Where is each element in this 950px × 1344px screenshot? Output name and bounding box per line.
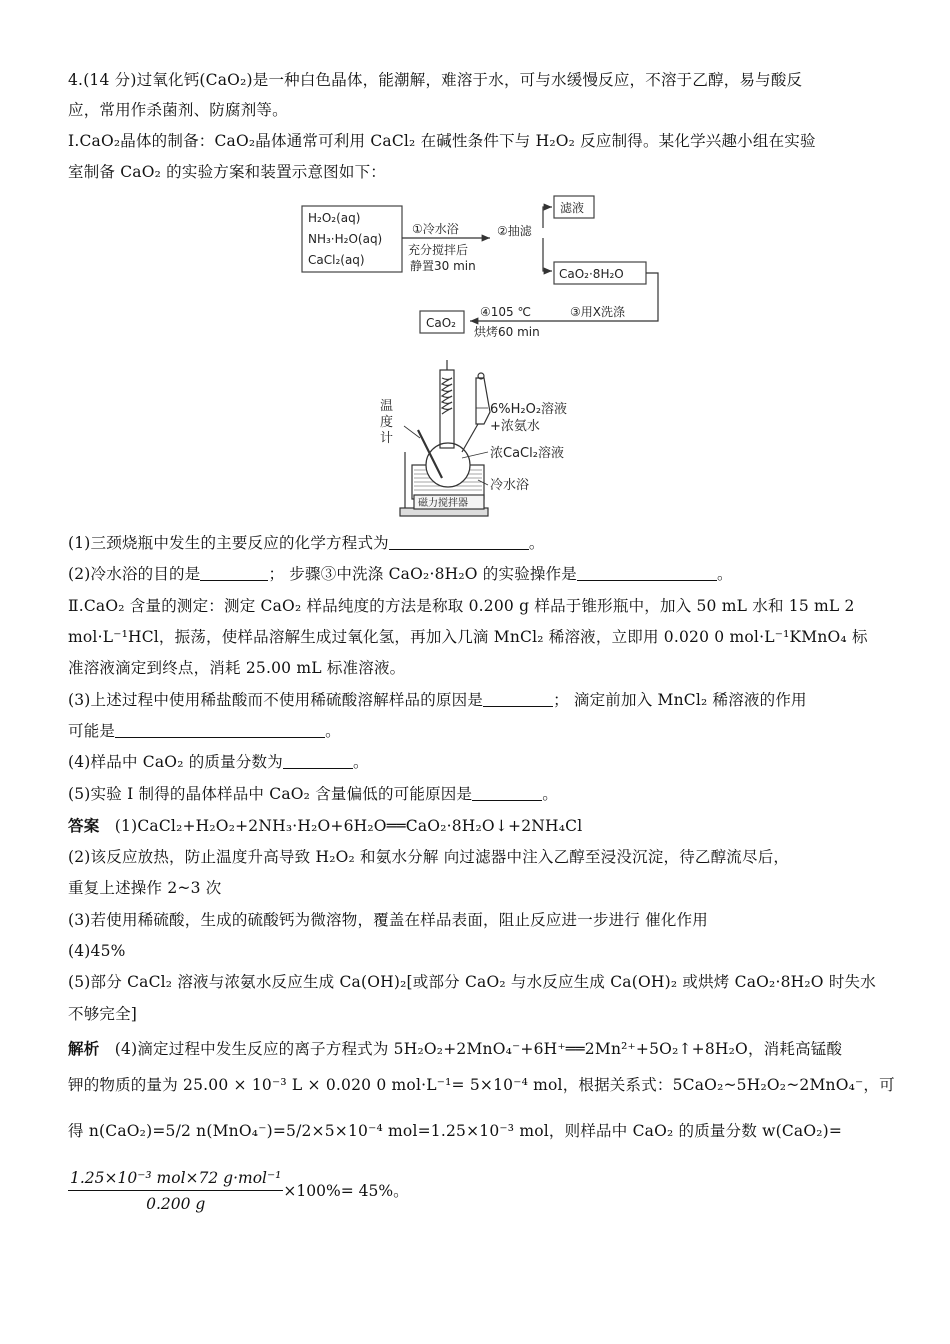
q2a-blank[interactable] [200,566,268,581]
q4-line: (4)样品中 CaO₂ 的质量分数为 。 [68,753,369,771]
fraction-tail: ×100%= 45%。 [283,1182,409,1200]
step1-top-label: ①冷水浴 [412,222,459,236]
analysis-line3: 得 n(CaO₂)=5/2 n(MnO₄⁻)=5/2×5×10⁻⁴ mol=1.25×10⁻³ mol，则样品中 CaO₂ 的质量分数 w(CaO₂)= [68,1122,843,1140]
step4-bot-label: 烘烤60 min [474,325,540,339]
bath-label: 冷水浴 [490,478,530,493]
funnel-label-1: 6%H₂O₂溶液 [490,402,568,417]
filtrate-label: 滤液 [560,201,585,215]
q3b-blank[interactable] [115,723,325,738]
reagent3-label: CaCl₂(aq) [308,253,365,267]
q5-text: (5)实验 Ⅰ 制得的晶体样品中 CaO₂ 含量偏低的可能原因是 [68,785,473,803]
question-intro-line2: 应，常用作杀菌剂、防腐剂等。 [68,101,288,119]
answer-3: (3)若使用稀硫酸，生成的硫酸钙为微溶物，覆盖在样品表面，阻止反应进一步进行 催化作用 [68,911,708,929]
fraction-numerator: 1.25×10⁻³ mol×72 g·mol⁻¹ [68,1168,283,1191]
q1-text: (1)三颈烧瓶中发生的主要反应的化学方程式为 [68,534,389,552]
q2b-text: ； 步骤③中洗涤 CaO₂·8H₂O 的实验操作是 [268,565,577,583]
analysis-line1 [68,1039,883,1059]
q4-text: (4)样品中 CaO₂ 的质量分数为 [68,753,283,771]
reagent1-label: H₂O₂(aq) [308,211,361,225]
answer-1: (1)CaCl₂+H₂O₂+2NH₃·H₂O+6H₂O══CaO₂·8H₂O↓+2NH₄Cl [114,817,583,835]
q3-line [68,690,883,710]
answer-label: 答案 [68,816,100,835]
part1-line2: 室制备 CaO₂ 的实验方案和装置示意图如下： [68,163,386,181]
thermometer-label-2: 度 [380,415,394,430]
arrow-to-filtrate [543,207,552,228]
q3c-text: 可能是 [68,722,116,740]
apparatus [400,360,490,516]
q3a-blank[interactable] [483,692,553,707]
q3-line2: 可能是 。 [68,722,341,740]
answer-2-line1: (2)该反应放热，防止温度升高导致 H₂O₂ 和氨水分解 向过滤器中注入乙醇至浸没沉淀，待乙醇流尽后， [68,848,790,866]
mass-fraction-formula [68,1168,409,1214]
q2b-blank[interactable] [577,566,717,581]
q3b-text: ； 滴定前加入 MnCl₂ 稀溶液的作用 [553,691,807,709]
thermometer-label-3: 计 [380,431,394,446]
q4-blank[interactable] [283,754,353,769]
step4-top-label: ④105 ℃ [480,305,531,319]
arrow-to-crystal [543,238,552,271]
answer-5-line1: (5)部分 CaCl₂ 溶液与浓氨水反应生成 Ca(OH)₂[或部分 CaO₂ 与水反应生成 Ca(OH)₂ 或烘烤 CaO₂·8H₂O 时失水 [68,973,876,991]
q1-blank[interactable] [389,535,529,550]
part2-line2: mol·L⁻¹HCl，振荡，使样品溶解生成过氧化氢，再加入几滴 MnCl₂ 稀溶液，立即用 0.020 0 mol·L⁻¹KMnO₄ 标 [68,628,868,646]
part1-line1: Ⅰ.CaO₂晶体的制备：CaO₂晶体通常可利用 CaCl₂ 在碱性条件下与 H₂O₂ 反应制得。某化学兴趣小组在实验 [68,132,816,150]
step1-bot-label: 静置30 min [410,259,476,273]
analysis-text-1: (4)滴定过程中发生反应的离子方程式为 5H₂O₂+2MnO₄⁻+6H⁺══2Mn²⁺+5O₂↑+8H₂O，消耗高锰酸 [114,1040,843,1058]
stirrer-label: 磁力搅拌器 [418,498,468,509]
product-label: CaO₂ [426,316,456,330]
thermometer-label-1: 温 [380,399,394,414]
experiment-diagram [0,0,950,530]
crystal-label: CaO₂·8H₂O [559,267,624,281]
step1-mid-label: 充分搅拌后 [408,243,469,257]
q5-line: (5)实验 Ⅰ 制得的晶体样品中 CaO₂ 含量偏低的可能原因是 。 [68,785,558,803]
answer-5-line2: 不够完全] [68,1005,138,1023]
answer-4: (4)45% [68,942,126,960]
funnel-label-2: +浓氨水 [490,419,540,434]
q1-line: (1)三颈烧瓶中发生的主要反应的化学方程式为 。 [68,534,545,552]
part2-line1: Ⅱ.CaO₂ 含量的测定：测定 CaO₂ 样品纯度的方法是称取 0.200 g 样品于锥形瓶中，加入 50 mL 水和 15 mL 2 [68,597,855,615]
answer-line1 [68,816,883,836]
step2-label: ②抽滤 [497,224,532,238]
fraction-denominator: 0.200 g [146,1195,206,1213]
flask-label: 浓CaCl₂溶液 [490,446,564,461]
q2-line: (2)冷水浴的目的是 ； 步骤③中洗涤 CaO₂·8H₂O 的实验操作是 。 [68,565,733,583]
step3-label: ③用X洗涤 [570,305,625,319]
analysis-label: 解析 [68,1039,100,1058]
reagent2-label: NH₃·H₂O(aq) [308,232,383,246]
dropping-funnel [476,378,490,424]
condenser-coil [442,378,452,414]
part2-line3: 准溶液滴定到终点，消耗 25.00 mL 标准溶液。 [68,659,406,677]
analysis-line2: 钾的物质的量为 25.00 × 10⁻³ L × 0.020 0 mol·L⁻¹= 5×10⁻⁴ mol，根据关系式：5CaO₂~5H₂O₂~2MnO₄⁻，可 [68,1076,895,1094]
question-intro-line1: 4.(14 分)过氧化钙(CaO₂)是一种白色晶体，能潮解，难溶于水，可与水缓慢反应，不溶于乙醇，易与酸反 [68,71,803,89]
q5-blank[interactable] [472,786,542,801]
answer-2-line2: 重复上述操作 2~3 次 [68,879,222,897]
flowchart [302,196,658,339]
q3a-text: (3)上述过程中使用稀盐酸而不使用稀硫酸溶解样品的原因是 [68,691,484,709]
q2a-text: (2)冷水浴的目的是 [68,565,201,583]
